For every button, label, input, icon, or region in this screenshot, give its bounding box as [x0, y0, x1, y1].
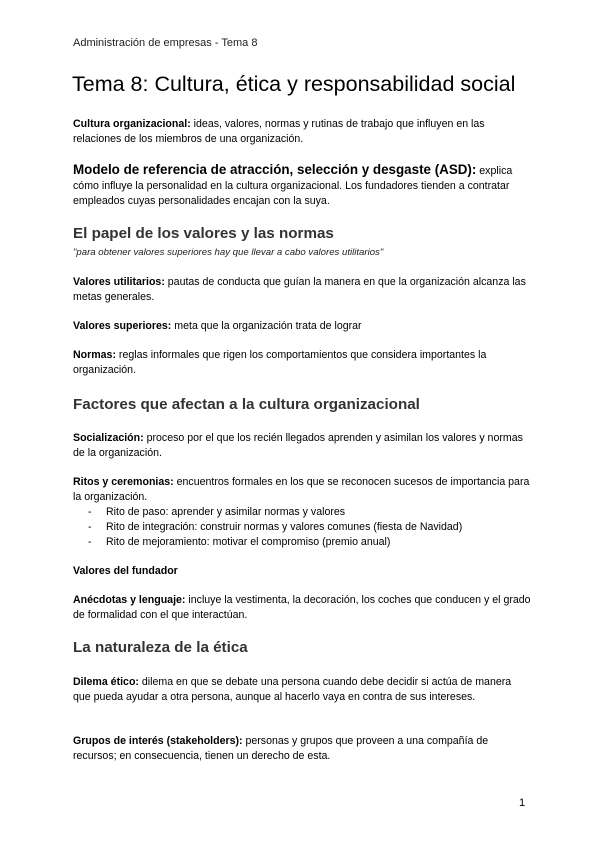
definition-normas: reglas informales que rigen los comportamientos que considera importantes la organización.	[73, 349, 487, 376]
heading-valores-normas: El papel de los valores y las normas	[73, 225, 334, 242]
page-title: Tema 8: Cultura, ética y responsabilidad social	[72, 72, 516, 96]
paragraph-grupos-interes	[73, 734, 513, 764]
paragraph-ritos-ceremonias	[73, 475, 538, 505]
heading-factores-cultura: Factores que afectan a la cultura organizacional	[73, 396, 420, 413]
definition-ritos-ceremonias: encuentros formales en los que se reconocen sucesos de importancia para la organización.	[73, 476, 530, 503]
term-grupos-interes: Grupos de interés (stakeholders):	[73, 735, 243, 747]
definition-grupos-interes: personas y grupos que proveen a una compañía de recursos; en consecuencia, tienen un derecho de esta.	[73, 735, 489, 762]
term-dilema-etico: Dilema ético:	[73, 676, 139, 688]
page-header: Administración de empresas - Tema 8	[73, 37, 258, 49]
paragraph-modelo-asd	[73, 162, 533, 209]
term-socializacion: Socialización:	[73, 432, 144, 444]
list-item: - Rito de mejoramiento: motivar el compromiso (premio anual)	[88, 536, 391, 548]
list-item: - Rito de paso: aprender y asimilar normas y valores	[88, 506, 346, 518]
term-ritos-ceremonias: Ritos y ceremonias:	[73, 476, 174, 488]
definition-valores-utilitarios: pautas de conducta que guían la manera en que la organización alcanza las metas generales.	[73, 276, 526, 303]
rito-mejoramiento: Rito de mejoramiento: motivar el compromiso (premio anual)	[106, 536, 391, 548]
paragraph-cultura-organizacional	[73, 117, 533, 147]
term-valores-superiores: Valores superiores:	[73, 320, 172, 332]
definition-dilema-etico: dilema en que se debate una persona cuando debe decidir si actúa de manera que pueda ayudar a otra persona, aunque al hacerlo vaya en contra de sus intereses.	[73, 676, 512, 703]
rito-paso: Rito de paso: aprender y asimilar normas y valores	[106, 506, 346, 518]
term-modelo-asd: Modelo de referencia de atracción, selección y desgaste (ASD):	[73, 162, 477, 177]
term-valores-utilitarios: Valores utilitarios:	[73, 276, 165, 288]
definition-anecdotas-lenguaje: incluye la vestimenta, la decoración, los coches que conducen y el grado de formalidad con el que interactúan.	[73, 594, 531, 621]
list-item: - Rito de integración: construir normas y valores comunes (fiesta de Navidad)	[88, 521, 463, 533]
definition-cultura-organizacional: ideas, valores, normas y rutinas de trabajo que influyen en las relaciones de los miembros de una organización.	[73, 118, 485, 145]
ritos-list	[88, 505, 462, 550]
page-number: 1	[519, 797, 526, 809]
paragraph-valores-superiores	[73, 319, 533, 334]
heading-naturaleza-etica: La naturaleza de la ética	[73, 639, 248, 656]
term-normas: Normas:	[73, 349, 116, 361]
definition-valores-superiores: meta que la organización trata de lograr	[171, 320, 362, 332]
term-anecdotas-lenguaje: Anécdotas y lenguaje:	[73, 594, 186, 606]
term-valores-fundador: Valores del fundador	[73, 565, 178, 577]
paragraph-valores-fundador	[73, 564, 533, 579]
paragraph-valores-utilitarios	[73, 275, 533, 305]
rito-integracion: Rito de integración: construir normas y valores comunes (fiesta de Navidad)	[106, 521, 463, 533]
paragraph-socializacion	[73, 431, 533, 461]
quote-valores: "para obtener valores superiores hay que llevar a cabo valores utilitarios"	[73, 247, 384, 258]
definition-modelo-asd: explica cómo influye la personalidad en la cultura organizacional. Los fundadores tienden a contratar empleados cuyas personalidades encajan con la suya.	[73, 165, 513, 207]
definition-socializacion: proceso por el que los recién llegados aprenden y asimilan los valores y normas de la organización.	[73, 432, 523, 459]
paragraph-anecdotas-lenguaje	[73, 593, 538, 623]
paragraph-normas	[73, 348, 533, 378]
paragraph-dilema-etico	[73, 675, 513, 705]
term-cultura-organizacional: Cultura organizacional:	[73, 118, 191, 130]
